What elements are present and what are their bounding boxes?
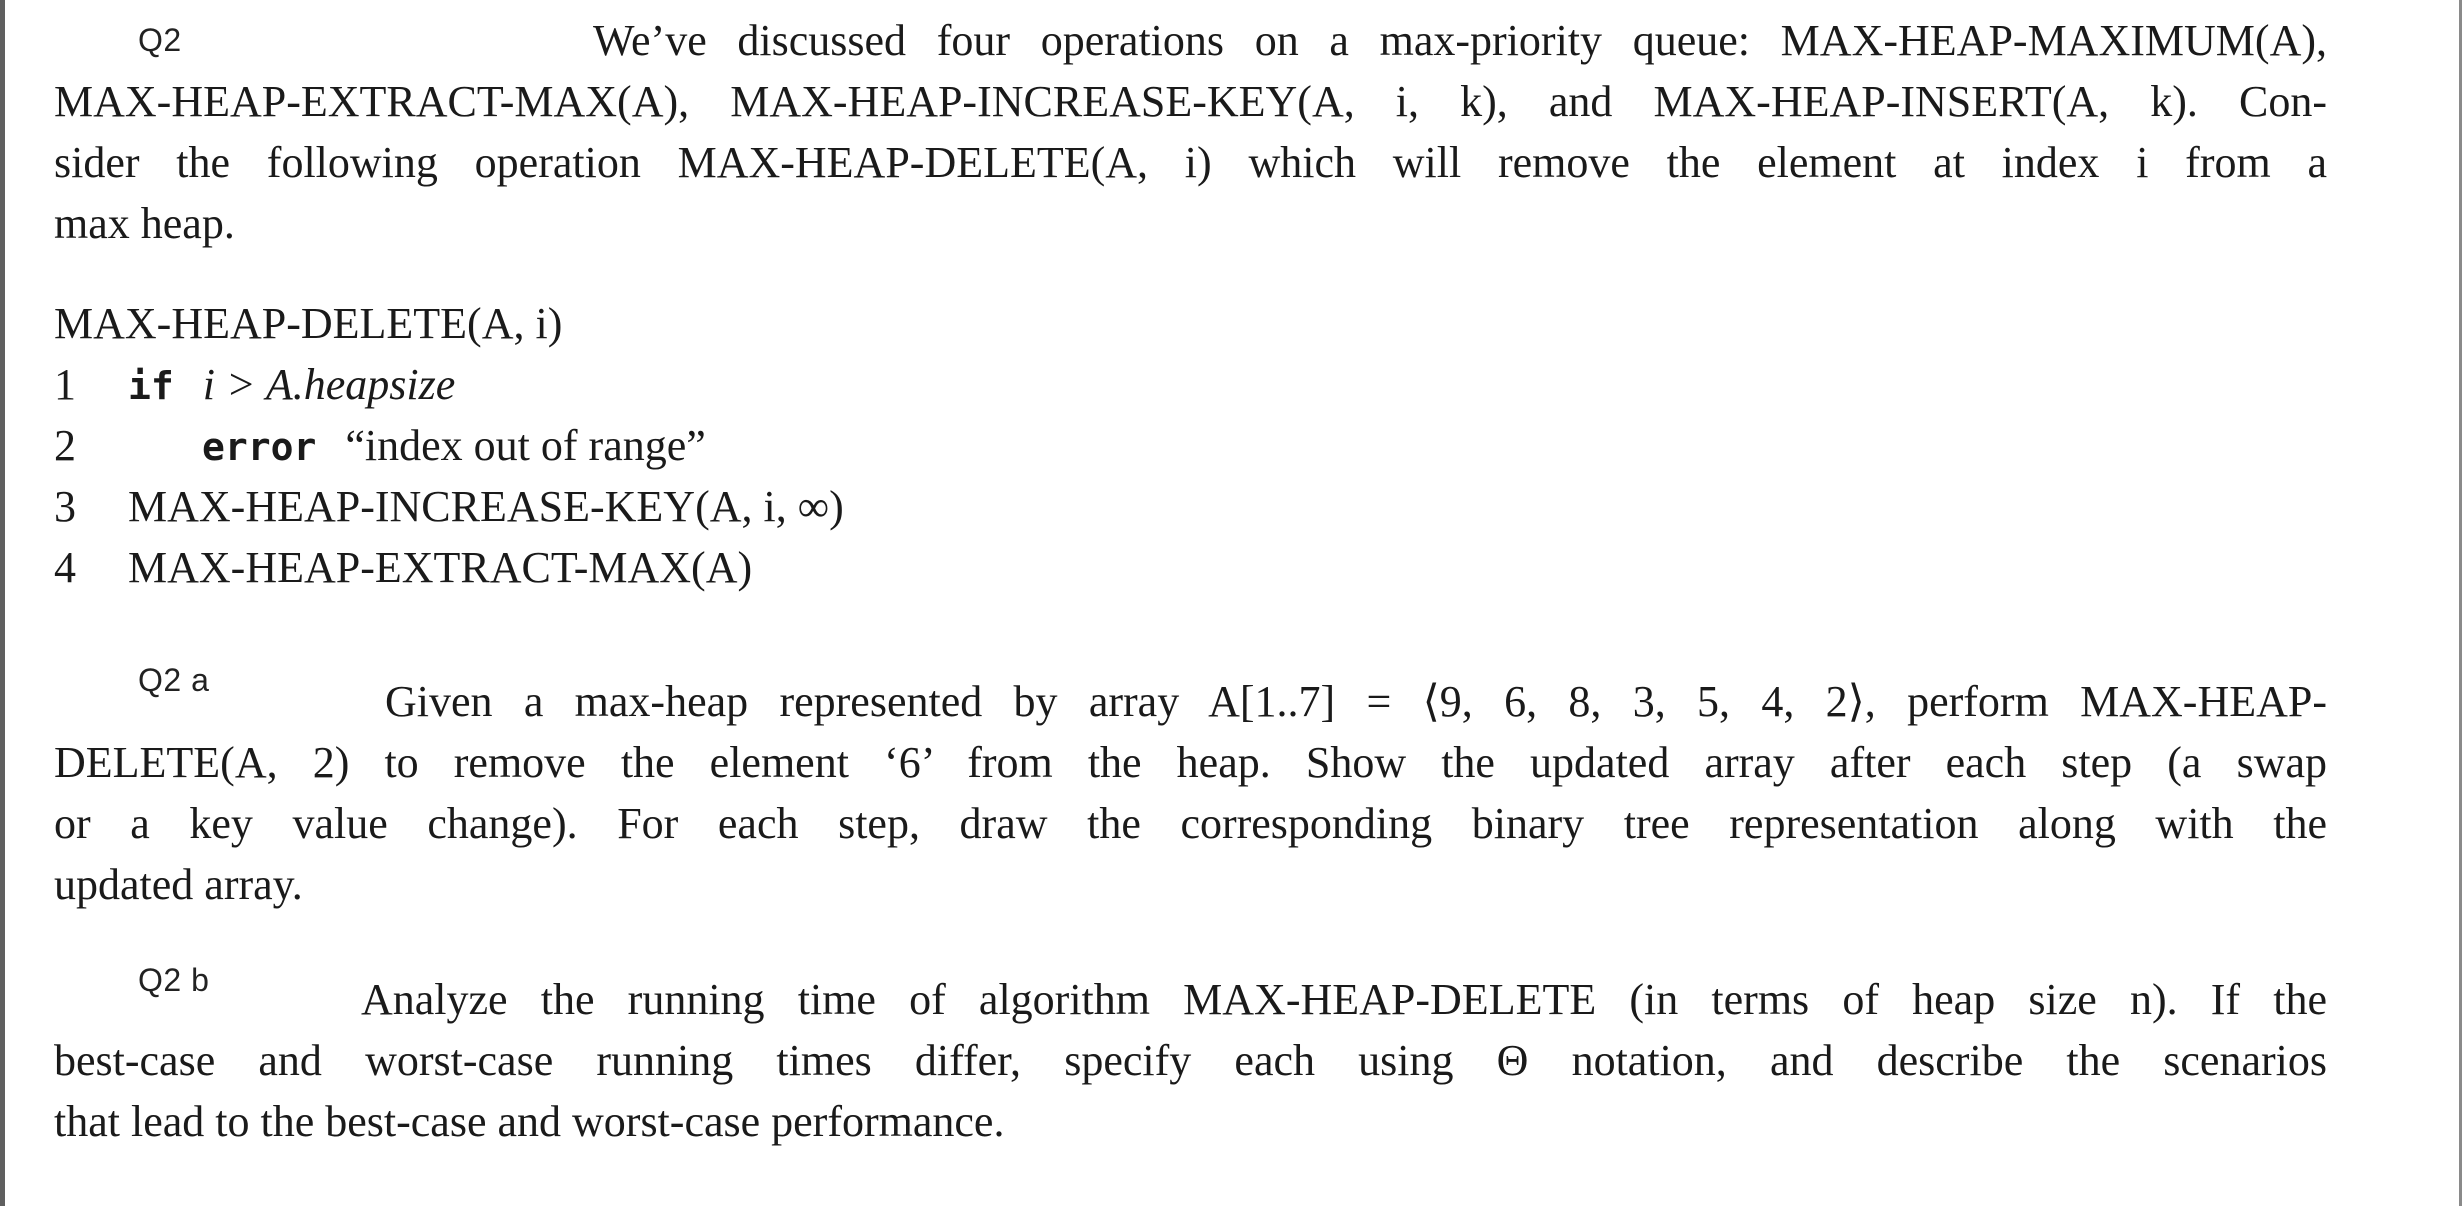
window-left-edge (0, 0, 5, 1206)
q2-line-3: sider the following operation MAX-HEAP-DELETE(A, i) which will remove the element at index i from a (54, 138, 2327, 187)
q2a-line-1: Given a max-heap represented by array A[1..7] = ⟨9, 6, 8, 3, 5, 4, 2⟩, perform MAX-HEAP- (385, 677, 2327, 726)
call-increase-key: MAX-HEAP-INCREASE-KEY(A, i, ∞) (128, 482, 844, 531)
q2-line-4: max heap. (54, 199, 235, 248)
condition-text: i > A.heapsize (202, 360, 456, 409)
algorithm-title: MAX-HEAP-DELETE(A, i) (54, 299, 563, 348)
line-number: 1 (54, 360, 76, 409)
algorithm-line-3 (54, 481, 954, 542)
q2b-line-2: best-case and worst-case running times differ, specify each using Θ notation, and describe the scenarios (54, 1036, 2327, 1085)
algorithm-line-4 (54, 542, 954, 603)
call-extract-max: MAX-HEAP-EXTRACT-MAX(A) (128, 543, 753, 592)
keyword-if: if (128, 364, 174, 408)
line-number: 2 (54, 421, 76, 470)
q2a-line-4: updated array. (54, 860, 303, 909)
q2a-line-3: or a key value change). For each step, draw the corresponding binary tree representation along with the (54, 799, 2327, 848)
line-number: 4 (54, 543, 76, 592)
line-number: 3 (54, 482, 76, 531)
question-label-q2a: Q2 a (138, 662, 210, 698)
q2b-line-3: that lead to the best-case and worst-case performance. (54, 1097, 1005, 1146)
question-label-q2b: Q2 b (138, 962, 210, 998)
algorithm-line-2 (54, 420, 954, 481)
q2b-line-1: Analyze the running time of algorithm MAX-HEAP-DELETE (in terms of heap size n). If the (361, 975, 2327, 1024)
q2-line-1: We’ve discussed four operations on a max-priority queue: MAX-HEAP-MAXIMUM(A), (593, 16, 2327, 65)
question-q2-text (54, 10, 2327, 254)
q2-line-2: MAX-HEAP-EXTRACT-MAX(A), MAX-HEAP-INCREASE-KEY(A, i, k), and MAX-HEAP-INSERT(A, k). Con- (54, 77, 2327, 126)
algorithm-line-1 (54, 359, 954, 420)
keyword-error: error (202, 425, 317, 469)
q2a-line-2: DELETE(A, 2) to remove the element ‘6’ from the heap. Show the updated array after each step (a swap (54, 738, 2327, 787)
question-q2b-text (54, 969, 2327, 1152)
question-q2a-text (54, 671, 2327, 915)
question-label-q2: Q2 (138, 22, 182, 58)
error-message: “index out of range” (345, 421, 706, 470)
